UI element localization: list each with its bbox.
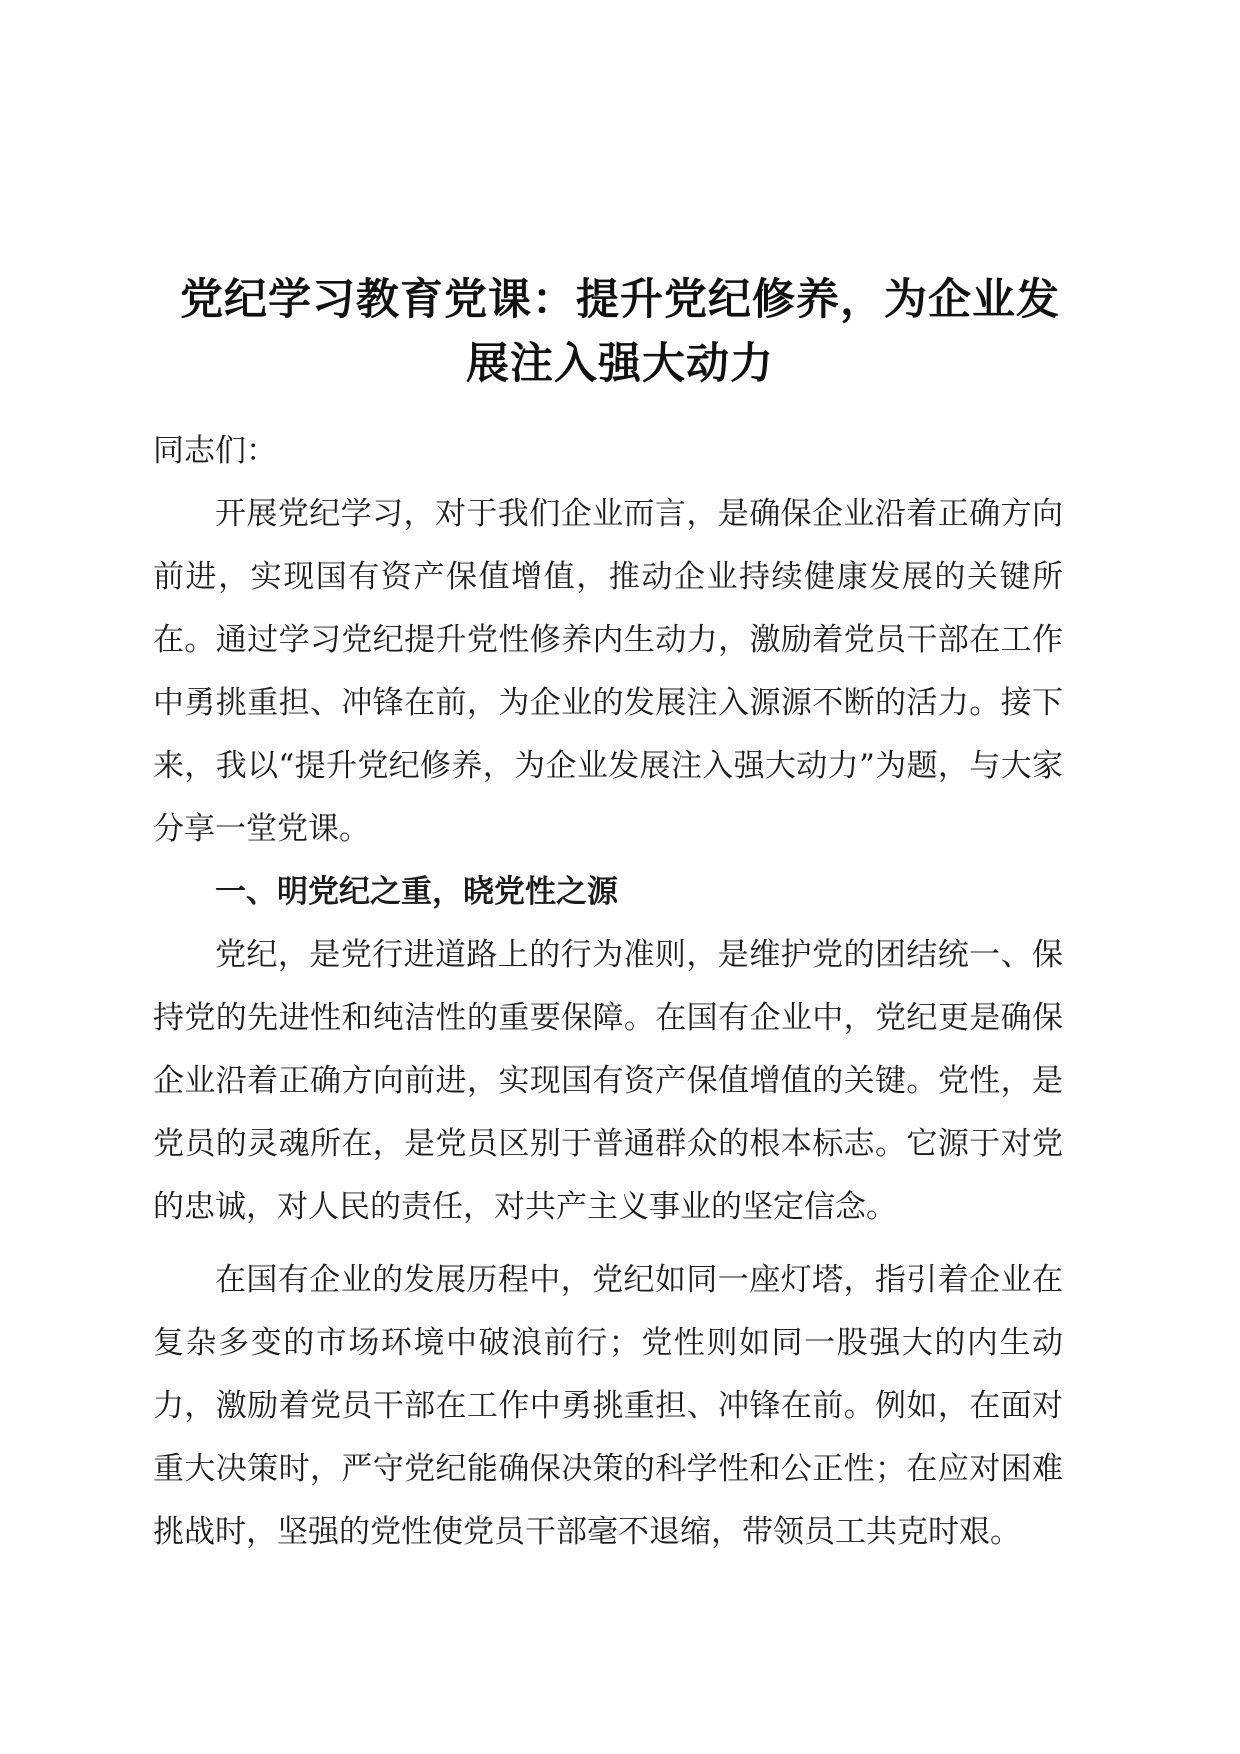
- title-line-2: 展注入强大动力: [466, 339, 774, 389]
- title-line-1: 党纪学习教育党课：提升党纪修养，为企业发: [180, 275, 1060, 325]
- document-body: [153, 420, 1063, 1564]
- body-paragraph: 在国有企业的发展历程中，党纪如同一座灯塔，指引着企业在复杂多变的市场环境中破浪前行；党性则如同一股强大的内生动力，激励着党员干部在工作中勇挑重担、冲锋在前。例如，在面对重大决策时，严守党纪能确保决策的科学性和公正性；在应对困难挑战时，坚强的党性使党员干部毫不退缩，带领员工共克时艰。: [153, 1262, 1063, 1550]
- intro-paragraph: 开展党纪学习，对于我们企业而言，是确保企业沿着正确方向前进，实现国有资产保值增值，推动企业持续健康发展的关键所在。通过学习党纪提升党性修养内生动力，激励着党员干部在工作中勇挑重担、冲锋在前，为企业的发展注入源源不断的活力。接下来，我以“提升党纪修养，为企业发展注入强大动力”为题，与大家分享一堂党课。: [153, 496, 1063, 847]
- document-title: [140, 268, 1100, 396]
- body-paragraph: 党纪，是党行进道路上的行为准则，是维护党的团结统一、保持党的先进性和纯洁性的重要保障。在国有企业中，党纪更是确保企业沿着正确方向前进，实现国有资产保值增值的关键。党性，是党员的灵魂所在，是党员区别于普通群众的根本标志。它源于对党的忠诚，对人民的责任，对共产主义事业的坚定信念。: [153, 937, 1063, 1225]
- greeting: 同志们：: [153, 433, 277, 469]
- section-heading: 一、明党纪之重，晓党性之源: [215, 874, 618, 910]
